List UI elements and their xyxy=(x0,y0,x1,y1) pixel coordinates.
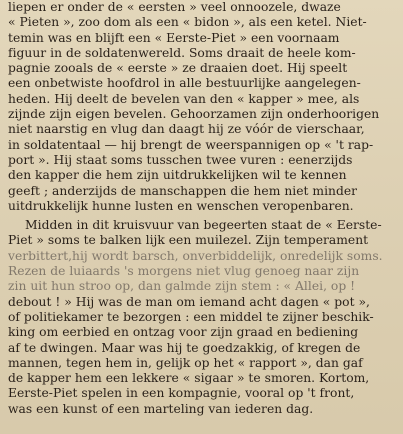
text-line: geeft ; anderzijds de manschappen die hem niet minder xyxy=(8,183,358,198)
text-line: king om eerbied en ontzag voor zijn graad en bediening xyxy=(8,325,359,340)
text-line: Piet » soms te balken lijk een muilezel. Zijn temperament xyxy=(8,233,369,248)
text-line: figuur in de soldatenwereld. Soms draait de heele kom- xyxy=(8,45,356,60)
text-line: uitdrukkelijk hunne lusten en wenschen veropenbaren. xyxy=(8,198,354,213)
paragraph-1 xyxy=(8,0,398,214)
text-line: verbittert,hij wordt barsch, onverbiddelijk, onredelijk soms. xyxy=(8,248,383,263)
text-line: Rezen de luiaards 's morgens niet vlug genoeg naar zijn xyxy=(8,264,360,279)
text-line: Eerste-Piet spelen in een kompagnie, vooral op 't front, xyxy=(8,386,355,401)
text-line: zin uit hun stroo op, dan galmde zijn stem : « Allei, op ! xyxy=(8,279,356,294)
text-line: liepen er onder de « eersten » veel onnoozele, dwaze xyxy=(8,0,341,14)
text-line: af te dwingen. Maar was hij te goedzakkig, of kregen de xyxy=(8,340,361,355)
text-line: Midden in dit kruisvuur van begeerten staat de « Eerste- xyxy=(25,218,382,233)
text-line: debout ! » Hij was de man om iemand acht dagen « pot », xyxy=(8,294,370,309)
text-line: port ». Hij staat soms tusschen twee vuren : eenerzijds xyxy=(8,152,353,167)
text-line: de kapper hem een lekkere « sigaar » te smoren. Kortom, xyxy=(8,371,370,386)
text-line: niet naarstig en vlug dan daagt hij ze vóór de vierschaar, xyxy=(8,122,365,137)
text-line: den kapper die hem zijn uitdrukkelijken wil te kennen xyxy=(8,168,347,183)
text-line: temin was en blijft een « Eerste-Piet » een voornaam xyxy=(8,30,340,45)
text-line: heden. Hij deelt de bevelen van den « kapper » mee, als xyxy=(8,91,360,106)
text-line: « Pieten », zoo dom als een « bidon », als een ketel. Niet- xyxy=(8,15,367,30)
text-line: een onbetwiste hoofdrol in alle bestuurlijke aangelegen- xyxy=(8,76,361,91)
text-line: was een kunst of een marteling van iederen dag. xyxy=(8,401,314,416)
page-text xyxy=(8,0,398,417)
text-line: zijnde zijn eigen bevelen. Gehoorzamen zijn onderhoorigen xyxy=(8,107,380,122)
text-line: pagnie zooals de « eerste » ze draaien doet. Hij speelt xyxy=(8,61,348,76)
text-line: mannen, tegen hem in, gelijk op het « rapport », dan gaf xyxy=(8,355,363,370)
text-line: of politiekamer te bezorgen : een middel te zijner beschik- xyxy=(8,309,374,324)
text-line: in soldatentaal — hij brengt de weerspannigen op « 't rap- xyxy=(8,137,374,152)
paragraph-2 xyxy=(8,218,398,417)
